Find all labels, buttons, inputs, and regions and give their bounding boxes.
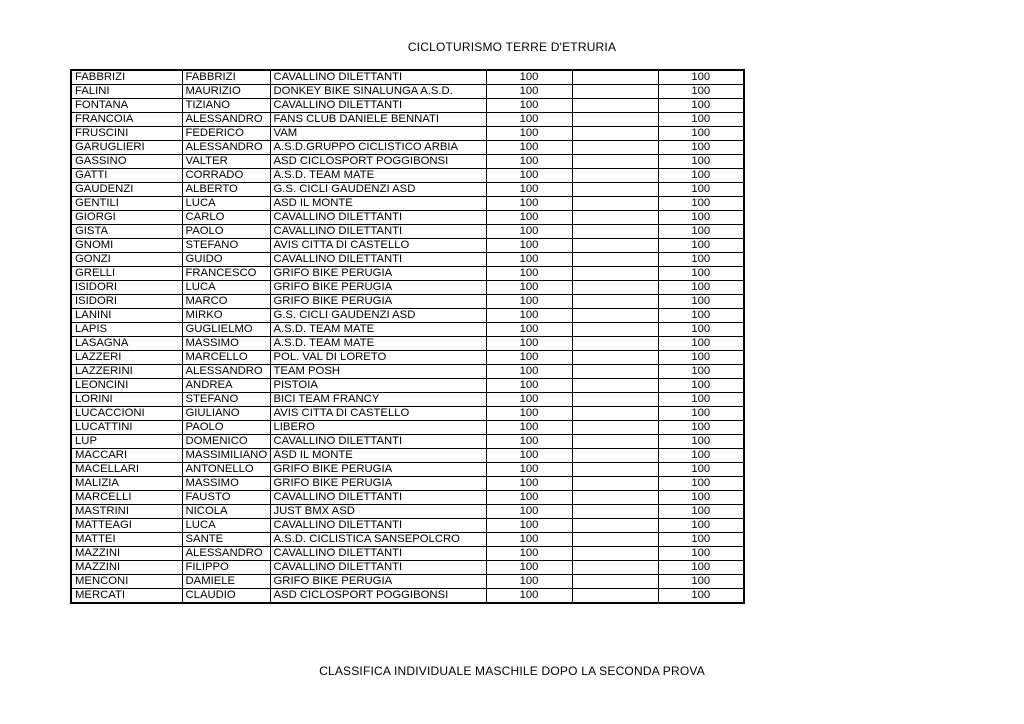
second-race-points-cell — [572, 225, 658, 239]
total-points-cell: 100 — [658, 421, 744, 435]
table-row — [71, 295, 744, 309]
table-row — [71, 141, 744, 155]
total-points-cell: 100 — [658, 295, 744, 309]
total-points-cell: 100 — [658, 239, 744, 253]
second-race-points-cell — [572, 141, 658, 155]
team-cell: CAVALLINO DILETTANTI — [270, 99, 486, 113]
team-cell: CAVALLINO DILETTANTI — [270, 211, 486, 225]
first-name-cell: CARLO — [182, 211, 270, 225]
team-cell: DONKEY BIKE SINALUNGA A.S.D. — [270, 85, 486, 99]
second-race-points-cell — [572, 323, 658, 337]
team-cell: GRIFO BIKE PERUGIA — [270, 575, 486, 589]
team-cell: AVIS CITTA DI CASTELLO — [270, 239, 486, 253]
table-row — [71, 575, 744, 589]
second-race-points-cell — [572, 211, 658, 225]
team-cell: ASD IL MONTE — [270, 197, 486, 211]
total-points-cell: 100 — [658, 575, 744, 589]
total-points-cell: 100 — [658, 449, 744, 463]
first-race-points-cell: 100 — [486, 477, 572, 491]
total-points-cell: 100 — [658, 379, 744, 393]
first-race-points-cell: 100 — [486, 561, 572, 575]
total-points-cell: 100 — [658, 365, 744, 379]
surname-cell: LUCACCIONI — [71, 407, 182, 421]
first-name-cell: FAUSTO — [182, 491, 270, 505]
first-race-points-cell: 100 — [486, 589, 572, 604]
surname-cell: FONTANA — [71, 99, 182, 113]
surname-cell: MATTEI — [71, 533, 182, 547]
total-points-cell: 100 — [658, 99, 744, 113]
first-name-cell: PAOLO — [182, 421, 270, 435]
team-cell: FANS CLUB DANIELE BENNATI — [270, 113, 486, 127]
first-race-points-cell: 100 — [486, 211, 572, 225]
first-race-points-cell: 100 — [486, 225, 572, 239]
first-race-points-cell: 100 — [486, 155, 572, 169]
table-row — [71, 239, 744, 253]
second-race-points-cell — [572, 491, 658, 505]
table-row — [71, 211, 744, 225]
total-points-cell: 100 — [658, 211, 744, 225]
first-race-points-cell: 100 — [486, 239, 572, 253]
first-name-cell: MIRKO — [182, 309, 270, 323]
total-points-cell: 100 — [658, 253, 744, 267]
first-race-points-cell: 100 — [486, 533, 572, 547]
surname-cell: MERCATI — [71, 589, 182, 604]
second-race-points-cell — [572, 113, 658, 127]
surname-cell: GONZI — [71, 253, 182, 267]
surname-cell: LAPIS — [71, 323, 182, 337]
total-points-cell: 100 — [658, 70, 744, 85]
team-cell: CAVALLINO DILETTANTI — [270, 547, 486, 561]
second-race-points-cell — [572, 379, 658, 393]
total-points-cell: 100 — [658, 351, 744, 365]
surname-cell: GISTA — [71, 225, 182, 239]
table-row — [71, 533, 744, 547]
second-race-points-cell — [572, 197, 658, 211]
second-race-points-cell — [572, 505, 658, 519]
first-race-points-cell: 100 — [486, 253, 572, 267]
surname-cell: GNOMI — [71, 239, 182, 253]
table-row — [71, 337, 744, 351]
first-name-cell: FRANCESCO — [182, 267, 270, 281]
first-race-points-cell: 100 — [486, 169, 572, 183]
team-cell: GRIFO BIKE PERUGIA — [270, 477, 486, 491]
total-points-cell: 100 — [658, 183, 744, 197]
first-name-cell: MARCELLO — [182, 351, 270, 365]
first-race-points-cell: 100 — [486, 141, 572, 155]
document-title: CICLOTURISMO TERRE D'ETRURIA — [407, 40, 617, 54]
first-race-points-cell: 100 — [486, 519, 572, 533]
table-row — [71, 421, 744, 435]
total-points-cell: 100 — [658, 589, 744, 604]
table-row — [71, 253, 744, 267]
first-name-cell: ANTONELLO — [182, 463, 270, 477]
team-cell: CAVALLINO DILETTANTI — [270, 435, 486, 449]
first-race-points-cell: 100 — [486, 113, 572, 127]
first-name-cell: STEFANO — [182, 239, 270, 253]
first-race-points-cell: 100 — [486, 435, 572, 449]
first-race-points-cell: 100 — [486, 351, 572, 365]
surname-cell: LANINI — [71, 309, 182, 323]
total-points-cell: 100 — [658, 407, 744, 421]
first-race-points-cell: 100 — [486, 295, 572, 309]
second-race-points-cell — [572, 477, 658, 491]
team-cell: A.S.D. TEAM MATE — [270, 169, 486, 183]
first-name-cell: GUGLIELMO — [182, 323, 270, 337]
surname-cell: GARUGLIERI — [71, 141, 182, 155]
team-cell: A.S.D. CICLISTICA SANSEPOLCRO — [270, 533, 486, 547]
table-row — [71, 99, 744, 113]
total-points-cell: 100 — [658, 197, 744, 211]
team-cell: PISTOIA — [270, 379, 486, 393]
team-cell: CAVALLINO DILETTANTI — [270, 253, 486, 267]
first-name-cell: CORRADO — [182, 169, 270, 183]
total-points-cell: 100 — [658, 113, 744, 127]
team-cell: JUST BMX ASD — [270, 505, 486, 519]
second-race-points-cell — [572, 239, 658, 253]
first-race-points-cell: 100 — [486, 309, 572, 323]
table-row — [71, 365, 744, 379]
surname-cell: ISIDORI — [71, 281, 182, 295]
second-race-points-cell — [572, 519, 658, 533]
first-race-points-cell: 100 — [486, 575, 572, 589]
surname-cell: MASTRINI — [71, 505, 182, 519]
table-row — [71, 113, 744, 127]
first-name-cell: FEDERICO — [182, 127, 270, 141]
team-cell: CAVALLINO DILETTANTI — [270, 491, 486, 505]
first-name-cell: ALESSANDRO — [182, 113, 270, 127]
first-name-cell: LUCA — [182, 519, 270, 533]
team-cell: POL. VAL DI LORETO — [270, 351, 486, 365]
team-cell: GRIFO BIKE PERUGIA — [270, 295, 486, 309]
first-name-cell: MASSIMILIANO — [182, 449, 270, 463]
second-race-points-cell — [572, 561, 658, 575]
first-race-points-cell: 100 — [486, 197, 572, 211]
surname-cell: MACELLARI — [71, 463, 182, 477]
team-cell: VAM — [270, 127, 486, 141]
first-name-cell: NICOLA — [182, 505, 270, 519]
table-row — [71, 547, 744, 561]
surname-cell: ISIDORI — [71, 295, 182, 309]
total-points-cell: 100 — [658, 547, 744, 561]
surname-cell: LORINI — [71, 393, 182, 407]
team-cell: ASD CICLOSPORT POGGIBONSI — [270, 589, 486, 604]
surname-cell: FRANCOIA — [71, 113, 182, 127]
surname-cell: GAUDENZI — [71, 183, 182, 197]
first-name-cell: STEFANO — [182, 393, 270, 407]
first-race-points-cell: 100 — [486, 323, 572, 337]
surname-cell: MARCELLI — [71, 491, 182, 505]
table-row — [71, 267, 744, 281]
second-race-points-cell — [572, 393, 658, 407]
total-points-cell: 100 — [658, 141, 744, 155]
team-cell: BICI TEAM FRANCY — [270, 393, 486, 407]
total-points-cell: 100 — [658, 477, 744, 491]
table-row — [71, 589, 744, 604]
first-name-cell: MAURIZIO — [182, 85, 270, 99]
table-row — [71, 435, 744, 449]
first-name-cell: CLAUDIO — [182, 589, 270, 604]
table-row — [71, 183, 744, 197]
first-name-cell: PAOLO — [182, 225, 270, 239]
total-points-cell: 100 — [658, 309, 744, 323]
first-name-cell: FILIPPO — [182, 561, 270, 575]
first-race-points-cell: 100 — [486, 183, 572, 197]
surname-cell: LUP — [71, 435, 182, 449]
total-points-cell: 100 — [658, 225, 744, 239]
first-race-points-cell: 100 — [486, 267, 572, 281]
first-name-cell: MASSIMO — [182, 337, 270, 351]
surname-cell: GIORGI — [71, 211, 182, 225]
surname-cell: LEONCINI — [71, 379, 182, 393]
total-points-cell: 100 — [658, 337, 744, 351]
team-cell: GRIFO BIKE PERUGIA — [270, 267, 486, 281]
second-race-points-cell — [572, 253, 658, 267]
surname-cell: MALIZIA — [71, 477, 182, 491]
total-points-cell: 100 — [658, 85, 744, 99]
table-row — [71, 449, 744, 463]
team-cell: CAVALLINO DILETTANTI — [270, 561, 486, 575]
surname-cell: LAZZERINI — [71, 365, 182, 379]
team-cell: CAVALLINO DILETTANTI — [270, 70, 486, 85]
surname-cell: GATTI — [71, 169, 182, 183]
total-points-cell: 100 — [658, 491, 744, 505]
total-points-cell: 100 — [658, 323, 744, 337]
first-race-points-cell: 100 — [486, 491, 572, 505]
table-row — [71, 491, 744, 505]
second-race-points-cell — [572, 365, 658, 379]
first-race-points-cell: 100 — [486, 393, 572, 407]
first-name-cell: DOMENICO — [182, 435, 270, 449]
first-name-cell: ANDREA — [182, 379, 270, 393]
total-points-cell: 100 — [658, 155, 744, 169]
table-row — [71, 407, 744, 421]
team-cell: G.S. CICLI GAUDENZI ASD — [270, 309, 486, 323]
second-race-points-cell — [572, 183, 658, 197]
first-race-points-cell: 100 — [486, 365, 572, 379]
first-name-cell: ALBERTO — [182, 183, 270, 197]
first-race-points-cell: 100 — [486, 127, 572, 141]
surname-cell: MENCONI — [71, 575, 182, 589]
team-cell: GRIFO BIKE PERUGIA — [270, 281, 486, 295]
first-name-cell: ALESSANDRO — [182, 365, 270, 379]
total-points-cell: 100 — [658, 463, 744, 477]
team-cell: A.S.D. TEAM MATE — [270, 323, 486, 337]
surname-cell: FALINI — [71, 85, 182, 99]
second-race-points-cell — [572, 407, 658, 421]
first-name-cell: GUIDO — [182, 253, 270, 267]
second-race-points-cell — [572, 267, 658, 281]
first-name-cell: ALESSANDRO — [182, 141, 270, 155]
surname-cell: LASAGNA — [71, 337, 182, 351]
first-name-cell: DAMIELE — [182, 575, 270, 589]
second-race-points-cell — [572, 337, 658, 351]
second-race-points-cell — [572, 281, 658, 295]
first-name-cell: FABBRIZI — [182, 70, 270, 85]
team-cell: A.S.D. TEAM MATE — [270, 337, 486, 351]
second-race-points-cell — [572, 533, 658, 547]
total-points-cell: 100 — [658, 267, 744, 281]
table-row — [71, 519, 744, 533]
first-race-points-cell: 100 — [486, 337, 572, 351]
first-race-points-cell: 100 — [486, 379, 572, 393]
second-race-points-cell — [572, 435, 658, 449]
team-cell: G.S. CICLI GAUDENZI ASD — [270, 183, 486, 197]
table-row — [71, 505, 744, 519]
second-race-points-cell — [572, 70, 658, 85]
table-row — [71, 197, 744, 211]
second-race-points-cell — [572, 589, 658, 604]
surname-cell: GASSINO — [71, 155, 182, 169]
first-name-cell: TIZIANO — [182, 99, 270, 113]
table-row — [71, 561, 744, 575]
table-row — [71, 379, 744, 393]
second-race-points-cell — [572, 575, 658, 589]
ranking-rows — [71, 70, 744, 603]
first-name-cell: GIULIANO — [182, 407, 270, 421]
total-points-cell: 100 — [658, 127, 744, 141]
total-points-cell: 100 — [658, 169, 744, 183]
first-race-points-cell: 100 — [486, 407, 572, 421]
first-race-points-cell: 100 — [486, 99, 572, 113]
team-cell: TEAM POSH — [270, 365, 486, 379]
second-race-points-cell — [572, 421, 658, 435]
table-row — [71, 225, 744, 239]
table-row — [71, 281, 744, 295]
total-points-cell: 100 — [658, 281, 744, 295]
team-cell: AVIS CITTA DI CASTELLO — [270, 407, 486, 421]
surname-cell: GRELLI — [71, 267, 182, 281]
first-race-points-cell: 100 — [486, 421, 572, 435]
team-cell: CAVALLINO DILETTANTI — [270, 225, 486, 239]
first-race-points-cell: 100 — [486, 547, 572, 561]
second-race-points-cell — [572, 351, 658, 365]
table-row — [71, 463, 744, 477]
first-name-cell: ALESSANDRO — [182, 547, 270, 561]
total-points-cell: 100 — [658, 435, 744, 449]
second-race-points-cell — [572, 449, 658, 463]
first-race-points-cell: 100 — [486, 70, 572, 85]
team-cell: ASD CICLOSPORT POGGIBONSI — [270, 155, 486, 169]
second-race-points-cell — [572, 463, 658, 477]
total-points-cell: 100 — [658, 393, 744, 407]
first-name-cell: LUCA — [182, 281, 270, 295]
first-race-points-cell: 100 — [486, 85, 572, 99]
second-race-points-cell — [572, 169, 658, 183]
first-name-cell: SANTE — [182, 533, 270, 547]
second-race-points-cell — [572, 309, 658, 323]
surname-cell: FABBRIZI — [71, 70, 182, 85]
table-row — [71, 127, 744, 141]
first-name-cell: MARCO — [182, 295, 270, 309]
table-row — [71, 323, 744, 337]
team-cell: A.S.D.GRUPPO CICLISTICO ARBIA — [270, 141, 486, 155]
second-race-points-cell — [572, 547, 658, 561]
table-row — [71, 477, 744, 491]
team-cell: GRIFO BIKE PERUGIA — [270, 463, 486, 477]
second-race-points-cell — [572, 85, 658, 99]
table-row — [71, 169, 744, 183]
table-row — [71, 309, 744, 323]
total-points-cell: 100 — [658, 519, 744, 533]
surname-cell: MACCARI — [71, 449, 182, 463]
surname-cell: FRUSCINI — [71, 127, 182, 141]
first-name-cell: MASSIMO — [182, 477, 270, 491]
second-race-points-cell — [572, 99, 658, 113]
first-name-cell: VALTER — [182, 155, 270, 169]
team-cell: LIBERO — [270, 421, 486, 435]
team-cell: CAVALLINO DILETTANTI — [270, 519, 486, 533]
table-row — [71, 155, 744, 169]
first-name-cell: LUCA — [182, 197, 270, 211]
first-race-points-cell: 100 — [486, 449, 572, 463]
surname-cell: MAZZINI — [71, 547, 182, 561]
surname-cell: LUCATTINI — [71, 421, 182, 435]
surname-cell: MAZZINI — [71, 561, 182, 575]
total-points-cell: 100 — [658, 505, 744, 519]
first-race-points-cell: 100 — [486, 281, 572, 295]
surname-cell: MATTEAGI — [71, 519, 182, 533]
table-row — [71, 70, 744, 85]
total-points-cell: 100 — [658, 561, 744, 575]
second-race-points-cell — [572, 127, 658, 141]
team-cell: ASD IL MONTE — [270, 449, 486, 463]
table-row — [71, 85, 744, 99]
first-race-points-cell: 100 — [486, 505, 572, 519]
second-race-points-cell — [572, 295, 658, 309]
table-row — [71, 351, 744, 365]
document-footer: CLASSIFICA INDIVIDUALE MASCHILE DOPO LA SECONDA PROVA — [319, 664, 705, 678]
surname-cell: LAZZERI — [71, 351, 182, 365]
total-points-cell: 100 — [658, 533, 744, 547]
table-row — [71, 393, 744, 407]
first-race-points-cell: 100 — [486, 463, 572, 477]
ranking-table — [70, 69, 745, 604]
surname-cell: GENTILI — [71, 197, 182, 211]
second-race-points-cell — [572, 155, 658, 169]
